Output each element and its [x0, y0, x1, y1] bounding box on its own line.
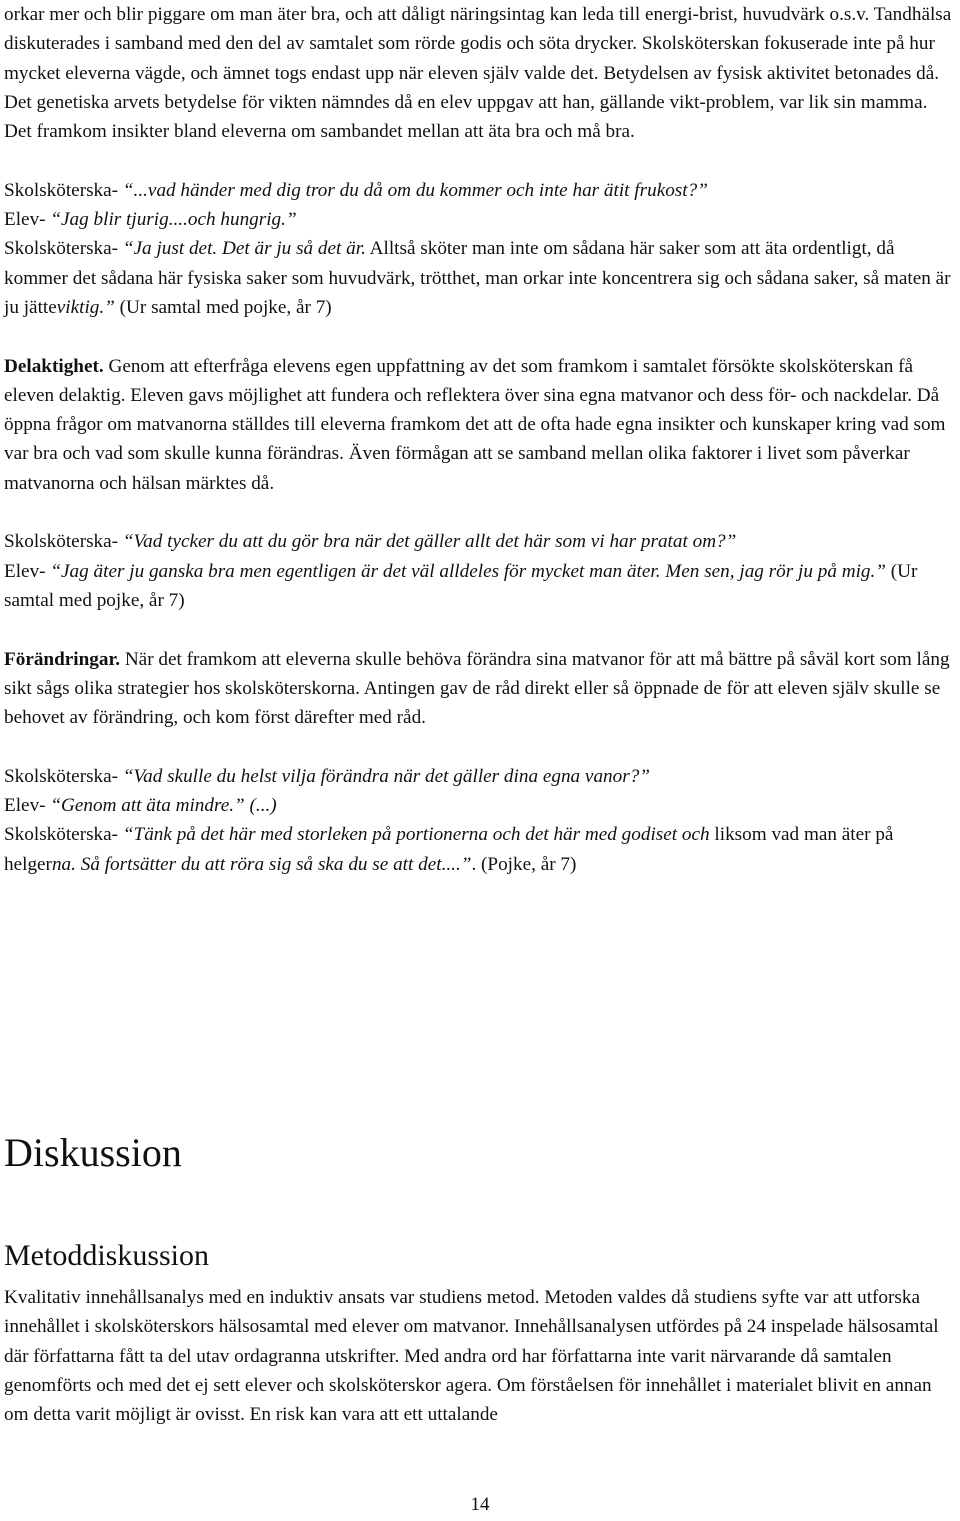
speaker-label: Elev-	[4, 560, 46, 582]
quote-line	[4, 234, 957, 322]
results-paragraph: orkar mer och blir piggare om man äter bra, och att dåligt näringsintag kan leda till energi-brist, huvudvärk o.s.v. Tandhälsa diskuterades i samband med den del av samtalet som rörde godis och söta drycker. Skolsköterskan fokuserade inte på hur mycket eleverna vägde, och ämnet togs endast upp när eleven själv valde det. Betydelsen av fysisk aktivitet betonades då. Det genetiska arvets betydelse för vikten nämndes då en elev uppgav att han, gällande vikt-problem, var lik sin mamma. Det framkom insikter bland eleverna om sambandet mellan att äta bra och må bra.	[4, 4, 952, 143]
section-text: Genom att efterfråga elevens egen uppfattning av det som framkom i samtalet försökte skolsköterskan få eleven delaktig. Eleven gavs möjlighet att fundera och reflektera över sina egna matvanor och dess för- och nackdelar. Då öppna frågor om matvanorna ställdes till eleverna framkom det att de ofta hade egna insikter och kunskaper kring vad som var bra och vad som skulle kunna förändras. Även förmågan att se samband mellan olika faktorer i livet som påverkar matvanorna och hälsan märktes då.	[4, 355, 946, 494]
quote-text: “Jag äter ju ganska bra men egentligen är det väl alldeles för mycket man äter. Men sen, jag rör ju på mig.”	[45, 560, 886, 582]
section-delaktighet	[4, 352, 957, 498]
document-page	[4, 0, 957, 1426]
quote-source: . (Pojke, år 7)	[471, 853, 577, 875]
quote-text: “Vad tycker du att du gör bra när det gäller allt det här som vi har pratat om?”	[118, 531, 737, 553]
metoddiskussion-paragraph: Kvalitativ innehållsanalys med en induktiv ansats var studiens metod. Metoden valdes då studiens syfte var att utforska innehållet i skolsköterskors hälsosamtal med elever om matvanor. Innehållsanalysen utfördes på 24 inspelade hälsosamtal där författarna fått ta del utav ordagranna utskrifter. Med andra ord har författarna inte varit närvarande då samtalen genomförts och med det ej sett elever och skolsköterskor agera. Om förståelsen för innehållet i materialet blivit en annan om detta varit möjligt är ovisst. En risk kan vara att ett uttalande	[4, 1287, 939, 1426]
page-number: 14	[470, 1494, 490, 1515]
section-heading-forandringar: Förändringar.	[4, 648, 121, 670]
quote-line	[4, 820, 957, 879]
quote-line	[4, 791, 957, 820]
section-heading-delaktighet: Delaktighet.	[4, 355, 104, 377]
quote-line	[4, 527, 957, 556]
quote-plain-text: Alltså sköter man inte om sådana här saker som att äta ordentligt, då kommer det sådana här fysiska saker som huvudvärk, trötthet, man orkar inte koncentrera sig och sådana saker, så maten är ju jätte	[4, 238, 951, 318]
speaker-label: Skolsköterska-	[4, 531, 119, 553]
section-text: När det framkom att eleverna skulle behöva förändra sina matvanor för att må bättre på såväl kort som lång sikt sågs olika strategier hos skolsköterskorna. Antingen gav de råd direkt eller så öppnade de för att eleven själv skulle se behovet av förändring, och kom först därefter med råd.	[4, 648, 950, 729]
quote-text: viktig.”	[56, 296, 115, 318]
quote-text: “Tänk på det här med storleken på portionerna och det här med godiset och	[118, 824, 715, 846]
quote-text: “Vad skulle du helst vilja förändra när det gäller dina egna vanor?”	[118, 765, 650, 787]
quote-text: “Genom att äta mindre.” (...)	[45, 795, 277, 817]
interview-quote-1	[4, 176, 957, 322]
quote-line	[4, 762, 957, 791]
interview-quote-3	[4, 762, 957, 879]
speaker-label: Elev-	[4, 209, 46, 231]
quote-line	[4, 176, 957, 205]
quote-line	[4, 205, 957, 234]
quote-text: na. Så fortsätter du att röra sig så ska du se att det....”	[51, 853, 472, 875]
speaker-label: Skolsköterska-	[4, 765, 119, 787]
section-heading-metoddiskussion: Metoddiskussion	[4, 1239, 210, 1272]
chapter-heading-diskussion: Diskussion	[4, 1130, 182, 1175]
quote-plain-text: liksom vad man äter på helger	[4, 824, 894, 875]
speaker-label: Elev-	[4, 795, 46, 817]
quote-source: (Ur samtal med pojke, år 7)	[114, 296, 332, 318]
section-forandringar	[4, 645, 957, 733]
interview-quote-2	[4, 527, 957, 615]
quote-text: “...vad händer med dig tror du då om du kommer och inte har ätit frukost?”	[118, 179, 708, 201]
speaker-label: Skolsköterska-	[4, 238, 119, 260]
quote-text: “Ja just det. Det är ju så det är.	[118, 238, 366, 260]
quote-text: “Jag blir tjurig....och hungrig.”	[45, 209, 297, 231]
quote-line	[4, 557, 957, 616]
speaker-label: Skolsköterska-	[4, 179, 119, 201]
quote-source: (Ur samtal med pojke, år 7)	[4, 560, 918, 611]
speaker-label: Skolsköterska-	[4, 824, 119, 846]
